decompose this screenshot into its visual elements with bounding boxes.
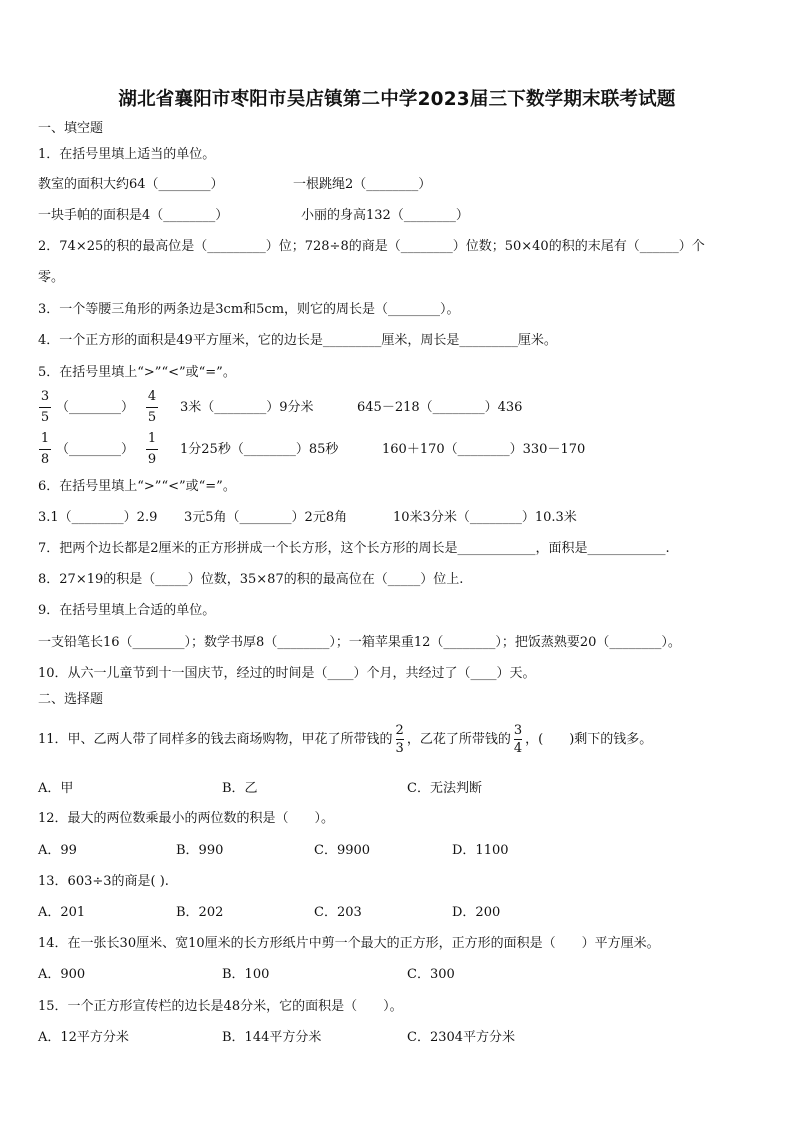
question-6-item-a: 3.1（________）2.9 (38, 510, 158, 525)
question-3: 3．一个等腰三角形的两条边是3cm和5cm，则它的周长是（________）。 (38, 302, 460, 317)
question-12-option-b: B．990 (176, 843, 224, 858)
question-13-option-c: C．203 (314, 905, 362, 920)
question-13: 13．603÷3的商是( ). (38, 874, 169, 889)
question-6-item-c: 10米3分米（________）10.3米 (393, 510, 577, 525)
question-2-continued: 零。 (38, 270, 65, 285)
fraction-2-3: $\frac{2}{3}$ (395, 723, 404, 756)
question-11-option-b: B．乙 (222, 781, 258, 796)
question-13-option-a: A．201 (38, 905, 86, 920)
question-12: 12．最大的两位数乘最小的两位数的积是（ ）。 (38, 811, 335, 826)
question-11 (38, 722, 652, 758)
question-11-text-a: 11．甲、乙两人带了同样多的钱去商场购物，甲花了所带钱的 (38, 732, 393, 747)
question-15: 15．一个正方形宣传栏的边长是48分米，它的面积是（ ）。 (38, 999, 403, 1014)
question-1-item-d: 小丽的身高132（________） (301, 208, 469, 223)
question-9-items: 一支铅笔长16（________）；数学书厚8（________）；一箱苹果重12（________）；把饭蒸熟要20（________）。 (38, 635, 681, 650)
question-11-option-a: A．甲 (38, 781, 74, 796)
question-14: 14．在一张长30厘米、宽10厘米的长方形纸片中剪一个最大的正方形，正方形的面积是（ ）平方厘米。 (38, 936, 660, 951)
question-15-option-b: B．144平方分米 (222, 1030, 322, 1045)
question-12-option-a: A．99 (38, 843, 77, 858)
question-6-item-b: 3元5角（________）2元8角 (184, 510, 348, 525)
question-11-option-c: C．无法判断 (407, 781, 482, 796)
question-5-item-subtract: 645－218（________）436 (357, 400, 523, 415)
question-5-item-meters: 3米（________）9分米 (180, 400, 314, 415)
fraction-3-5: 3 5 (40, 389, 50, 425)
fraction-3-4: $\frac{3}{4}$ (513, 723, 523, 756)
question-13-option-b: B．202 (176, 905, 224, 920)
question-10: 10．从六一儿童节到十一国庆节，经过的时间是（____）个月，共经过了（____）天。 (38, 666, 536, 681)
question-14-option-b: B．100 (222, 967, 270, 982)
question-13-option-d: D．200 (452, 905, 501, 920)
question-12-option-d: D．1100 (452, 843, 509, 858)
question-4: 4．一个正方形的面积是49平方厘米，它的边长是_________厘米，周长是_________厘米。 (38, 333, 557, 348)
question-8: 8．27×19的积是（_____）位数，35×87的积的最高位在（_____）位上. (38, 572, 464, 587)
question-14-option-c: C．300 (407, 967, 455, 982)
fraction-1-9: 1 9 (147, 431, 157, 467)
question-11-text-b: ，乙花了所带钱的 (406, 732, 511, 747)
question-5-item-time: 1分25秒（________）85秒 (180, 442, 339, 457)
question-1-item-a: 教室的面积大约64（________） (38, 177, 224, 192)
question-5-blank-2: （________） (56, 442, 135, 457)
section-multiple-choice: 二、选择题 (38, 692, 104, 707)
fraction-1-8: 1 8 (40, 431, 50, 467)
fraction-4-5: 4 5 (147, 389, 157, 425)
question-15-option-c: C．2304平方分米 (407, 1030, 516, 1045)
question-1-item-b: 一根跳绳2（________） (293, 177, 432, 192)
question-1: 1．在括号里填上适当的单位。 (38, 147, 216, 162)
question-5-item-sum: 160＋170（________）330－170 (382, 442, 586, 457)
question-14-option-a: A．900 (38, 967, 86, 982)
question-7: 7．把两个边长都是2厘米的正方形拼成一个长方形，这个长方形的周长是____________，面积是____________. (38, 541, 670, 556)
question-5: 5．在括号里填上“>”“<”或“=”。 (38, 365, 236, 380)
question-6: 6．在括号里填上“>”“<”或“=”。 (38, 479, 236, 494)
question-2: 2．74×25的积的最高位是（_________）位；728÷8的商是（________）位数；50×40的积的末尾有（______）个 (38, 239, 705, 254)
section-fill-blank: 一、填空题 (38, 121, 104, 136)
question-11-text-c: ，( )剩下的钱多。 (525, 732, 653, 747)
question-1-item-c: 一块手帕的面积是4（________） (38, 208, 229, 223)
page-title: 湖北省襄阳市枣阳市吴店镇第二中学2023届三下数学期末联考试题 (118, 89, 676, 110)
question-5-blank-1: （________） (56, 400, 135, 415)
question-12-option-c: C．9900 (314, 843, 371, 858)
question-15-option-a: A．12平方分米 (38, 1030, 129, 1045)
question-9: 9．在括号里填上合适的单位。 (38, 603, 216, 618)
